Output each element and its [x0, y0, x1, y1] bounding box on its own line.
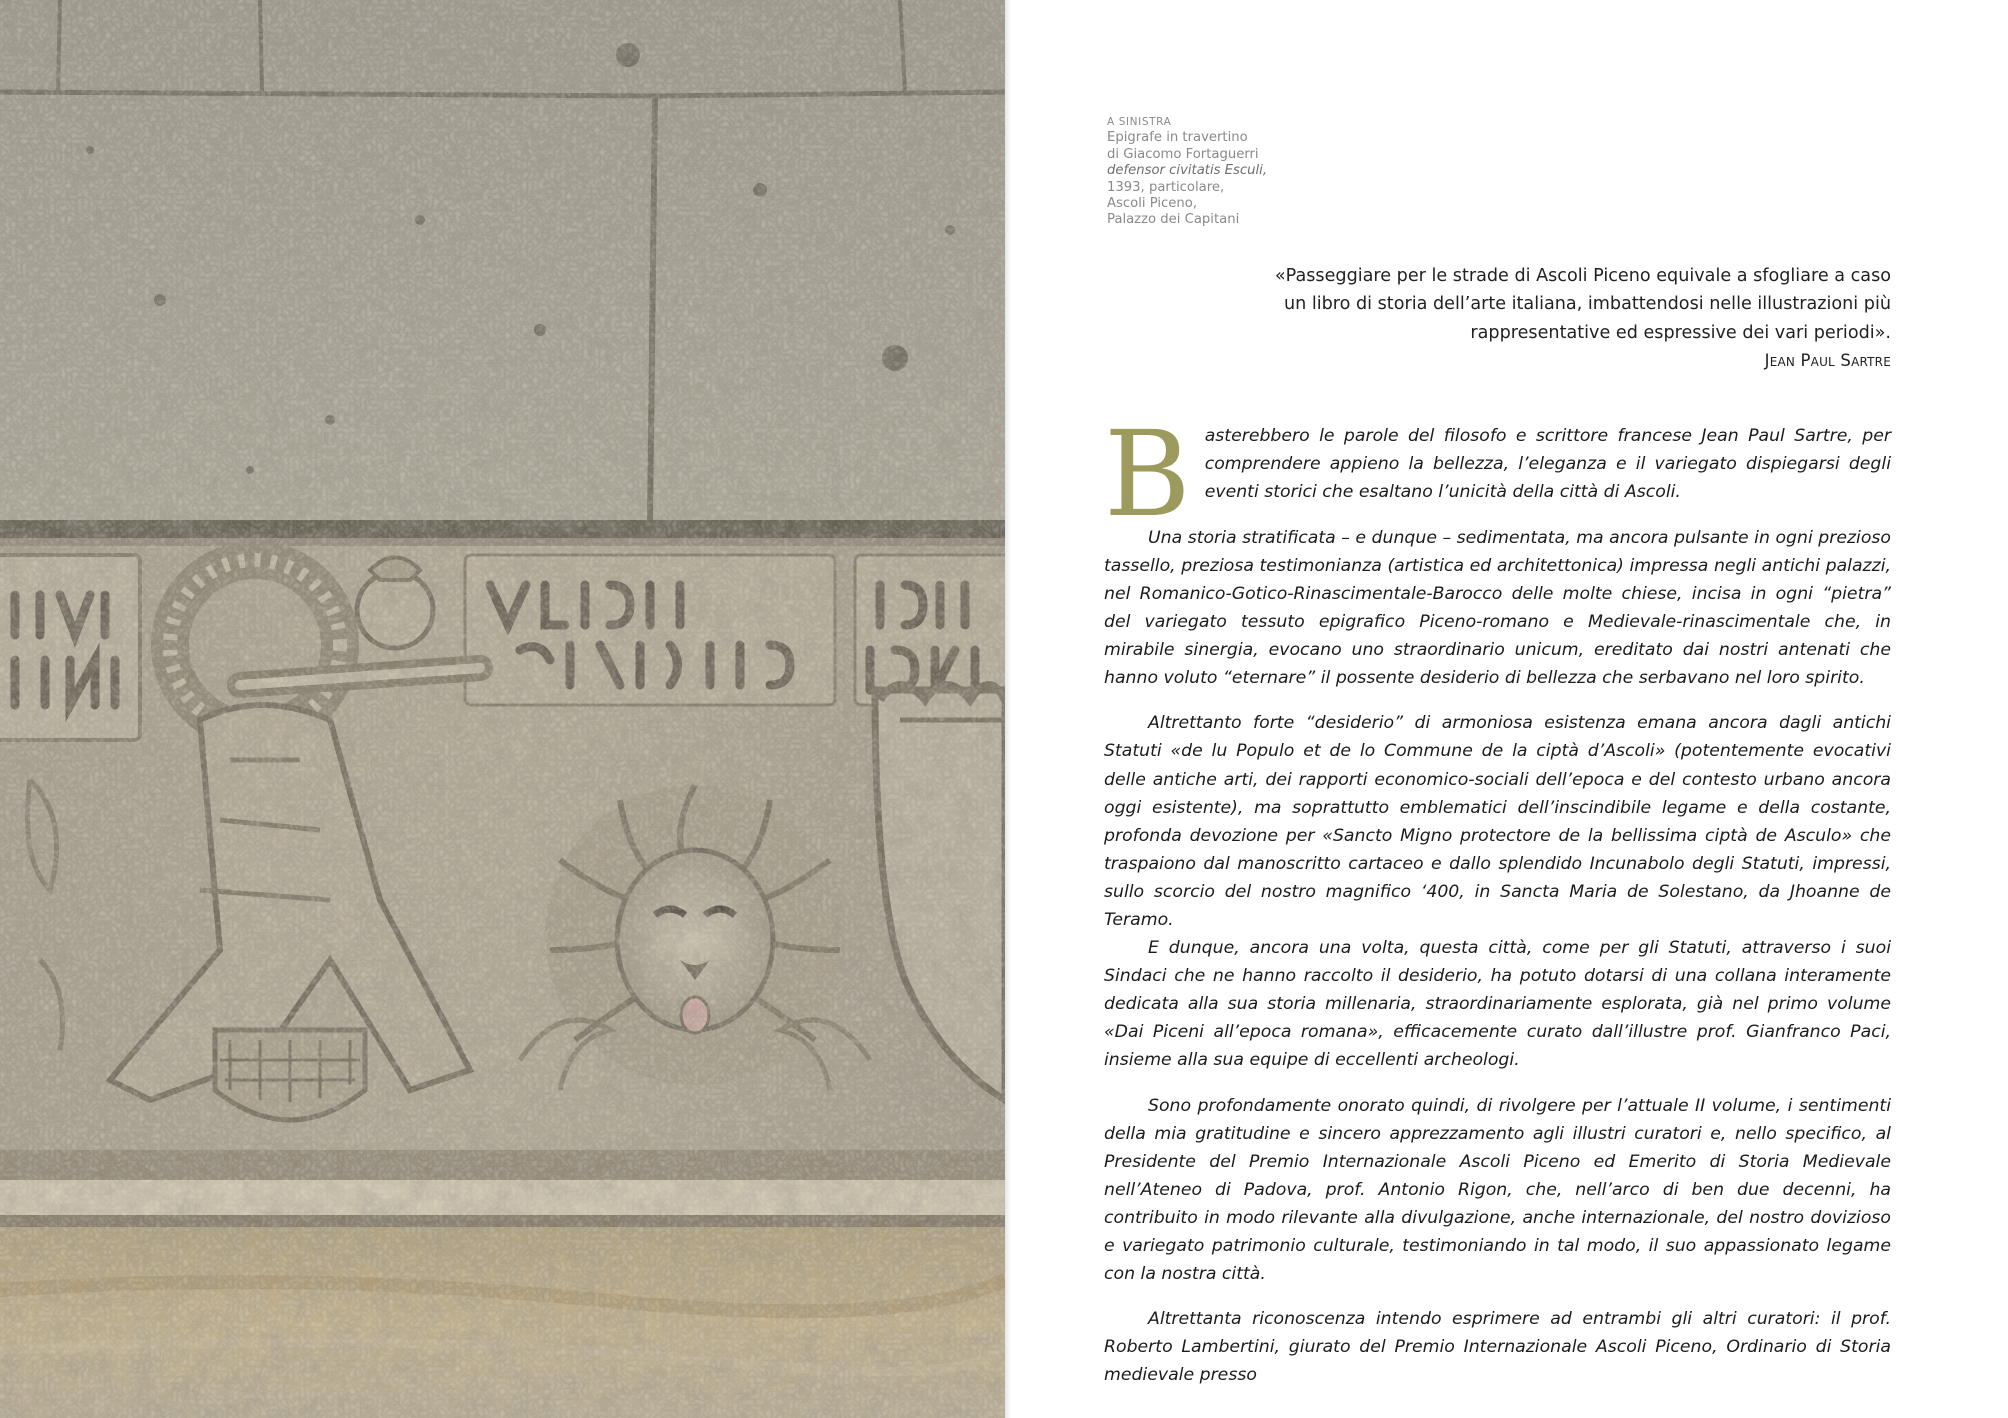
photo-caption	[1107, 114, 1327, 229]
paragraph: Altrettanto forte “desiderio” di armoniosa esistenza emana ancora dagli antichi Statuti «de lu Populo et de lo Commune de la ciptà d’Ascoli» (potentemente evocativi delle antiche arti, dei rapporti economico-sociali dell’epoca e del contesto urbano ancora oggi esistente), ma soprattutto emblematici dell’inscindibile legame e della costante, profonda devozione per «Sancto Migno protectore de la bellissima ciptà de Asculo» che traspaiono dal manoscritto cartaceo e dallo splendido Incunabolo degli Statuti, impressi, sullo scorcio del nostro magnifico ‘400, in Sancta Maria de Solestano, da Jhoanne de Teramo.	[1104, 713, 1891, 930]
paragraph: Una storia stratificata – e dunque – sedimentata, ma ancora pulsante in ogni prezioso tassello, preziosa testimonianza (artistica ed architettonica) impressa negli antichi palazzi, nel Romanico-Gotico-Rinascimentale-Barocco delle molte chiese, incisa in ogni “pietra” del variegato tessuto epigrafico Piceno-romano e Medievale-rinascimentale che, in mirabile sinergia, evocano uno straordinario unicum, ereditato dai nostri antenati che hanno voluto “eternare” il possente desiderio di bellezza che serbavano nel loro spirito.	[1104, 527, 1891, 688]
caption-label: A SINISTRA	[1107, 116, 1172, 128]
caption-line: 1393, particolare,	[1107, 179, 1225, 195]
paragraph	[1104, 394, 1891, 543]
paragraph: Sono profondamente onorato quindi, di rivolgere per l’attuale II volume, i sentimenti della mia gratitudine e sincero apprezzamento agli illustri curatori e, nello specifico, al Presidente del Premio Internazionale Ascoli Piceno ed Emerito di Storia Medievale nell’Ateneo di Padova, prof. Antonio Rigon, che, nell’arco di ben due decenni, ha contribuito in modo rilevante alla divulgazione, anche internazionale, del nostro dovizioso e variegato patrimonio culturale, testimoniando in tal modo, il suo appassionato legame con la nostra città.	[1104, 1095, 1891, 1284]
main-text	[1104, 394, 1891, 1407]
paragraph: Altrettanta riconoscenza intendo esprimere ad entrambi gli altri curatori: il prof. Roberto Lambertini, giurato del Premio Internazionale Ascoli Piceno, Ordinario di Storia medievale presso	[1104, 1309, 1891, 1386]
caption-line: di Giacomo Fortaguerri	[1107, 146, 1259, 162]
caption-line: Epigrafe in travertino	[1107, 130, 1248, 146]
paragraph: E dunque, ancora una volta, questa città, come per gli Statuti, attraverso i suoi Sindaci che ne hanno raccolto il desiderio, ha potuto dotarsi di una collana interamente dedicata alla sua storia millenaria, straordinariamente esplorata, già nel primo volume «Dai Piceni all’epoca romana», efficacemente curato dall’illustre prof. Gianfranco Paci, insieme alla sua equipe di eccellenti archeologi.	[1104, 937, 1891, 1070]
page-gutter-shadow	[1005, 0, 1011, 1418]
caption-line: Palazzo dei Capitani	[1107, 212, 1240, 228]
drop-cap: B	[1104, 405, 1191, 543]
drop-cap-spacer	[1104, 394, 1891, 422]
caption-italic-line: defensor civitatis Esculi,	[1107, 163, 1268, 179]
paragraph-text: asterebbero le parole del filosofo e scrittore francese Jean Paul Sartre, per comprendere appieno la bellezza, l’eleganza e il variegato dispiegarsi degli eventi storici che esaltano l’unicità della città di Ascoli.	[1204, 426, 1891, 503]
quote-text: «Passeggiare per le strade di Ascoli Piceno equivale a sfogliare a caso un libro di storia dell’arte italiana, imbattendosi nelle illustrazioni più rappresentative ed espressive dei vari periodi».	[1274, 266, 1891, 343]
quote-author: Jean Paul Sartre	[1764, 351, 1891, 371]
caption-line: Ascoli Piceno,	[1107, 196, 1198, 212]
epigraph-quote	[1251, 262, 1891, 376]
